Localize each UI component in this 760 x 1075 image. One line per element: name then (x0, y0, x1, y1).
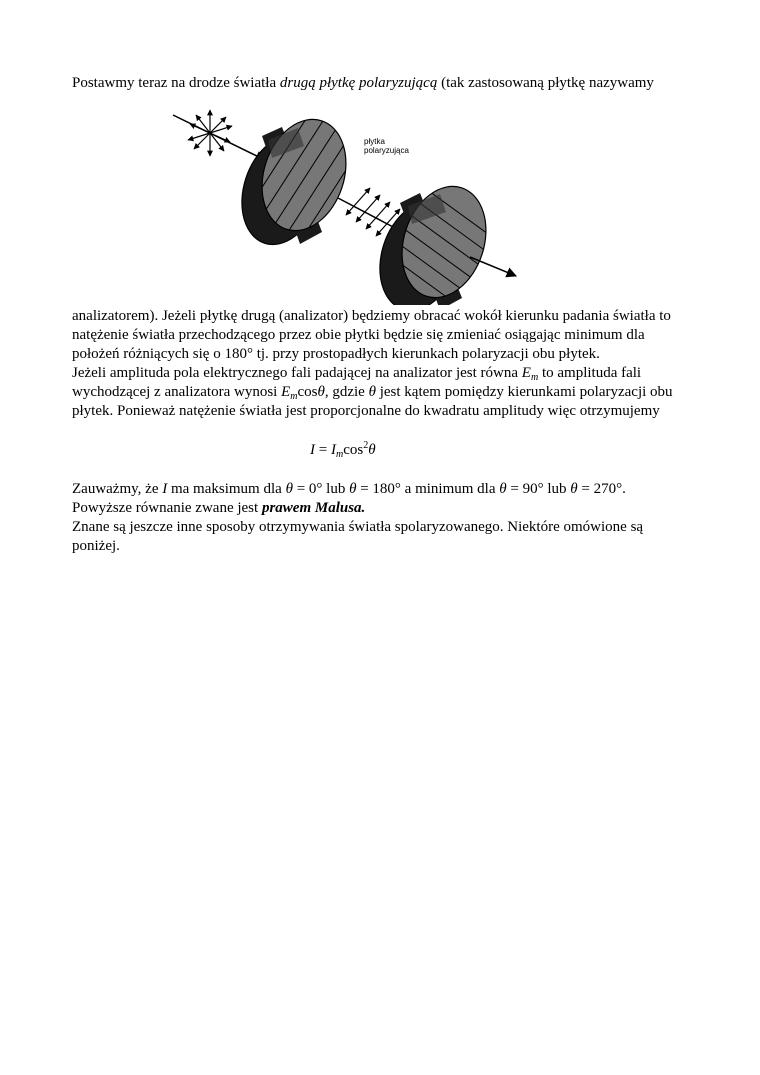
p1-line1: analizatorem). Jeżeli płytkę drugą (analizator) będziemy obracać wokół kierunku padania światła to (72, 308, 671, 324)
malus-formula: $I = I_m\cos^2\theta$ (310, 440, 376, 460)
figure-label-line1: płytka (364, 137, 385, 146)
intro-emphasis: drugą płytkę polaryzującą (279, 75, 438, 91)
intro-text-before: Postawmy teraz na drodze światła (72, 75, 280, 91)
p3-line: Zauważmy, że I ma maksimum dla θ = 0° lub θ = 180° a minimum dla θ = 90° lub θ = 270°. (72, 481, 626, 497)
p1-line3: położeń różniących się o 180° tj. przy prostopadłych kierunkach polaryzacji obu płytek. (72, 346, 600, 362)
figure-label-line2: polaryzująca (364, 146, 409, 155)
p2-line3: płytek. Ponieważ natężenie światła jest proporcjonalne do kwadratu amplitudy więc otrzymujemy (72, 403, 660, 419)
p2-line1: Jeżeli amplituda pola elektrycznego fali padającej na analizator jest równa $E_m$ to amplituda fali (72, 365, 642, 383)
intro-text-after: (tak zastosowaną płytkę nazywamy (437, 75, 654, 91)
polarizer-figure (150, 100, 530, 305)
intro-line (72, 74, 654, 93)
polarizer-plate (210, 100, 390, 270)
symbol-E: E (521, 365, 531, 381)
p2-line2: wychodzącej z analizatora wynosi $E_m\cos\theta$, gdzie θ jest kątem pomiędzy kierunkami polaryzacji obu (72, 384, 673, 402)
malus-law-term: prawem Malusa. (261, 500, 366, 516)
p4-line: Powyższe równanie zwane jest prawem Malusa. (72, 500, 366, 516)
incident-ray (173, 115, 265, 160)
analyzer-plate (367, 170, 510, 305)
p5-line2: poniżej. (72, 538, 120, 554)
p5-line1: Znane są jeszcze inne sposoby otrzymywania światła spolaryzowanego. Niektóre omówione są (72, 519, 644, 535)
p1-line2: natężenie światła przechodzącego przez obie płytki będzie się zmieniać osiągając minimum dla (72, 327, 645, 343)
